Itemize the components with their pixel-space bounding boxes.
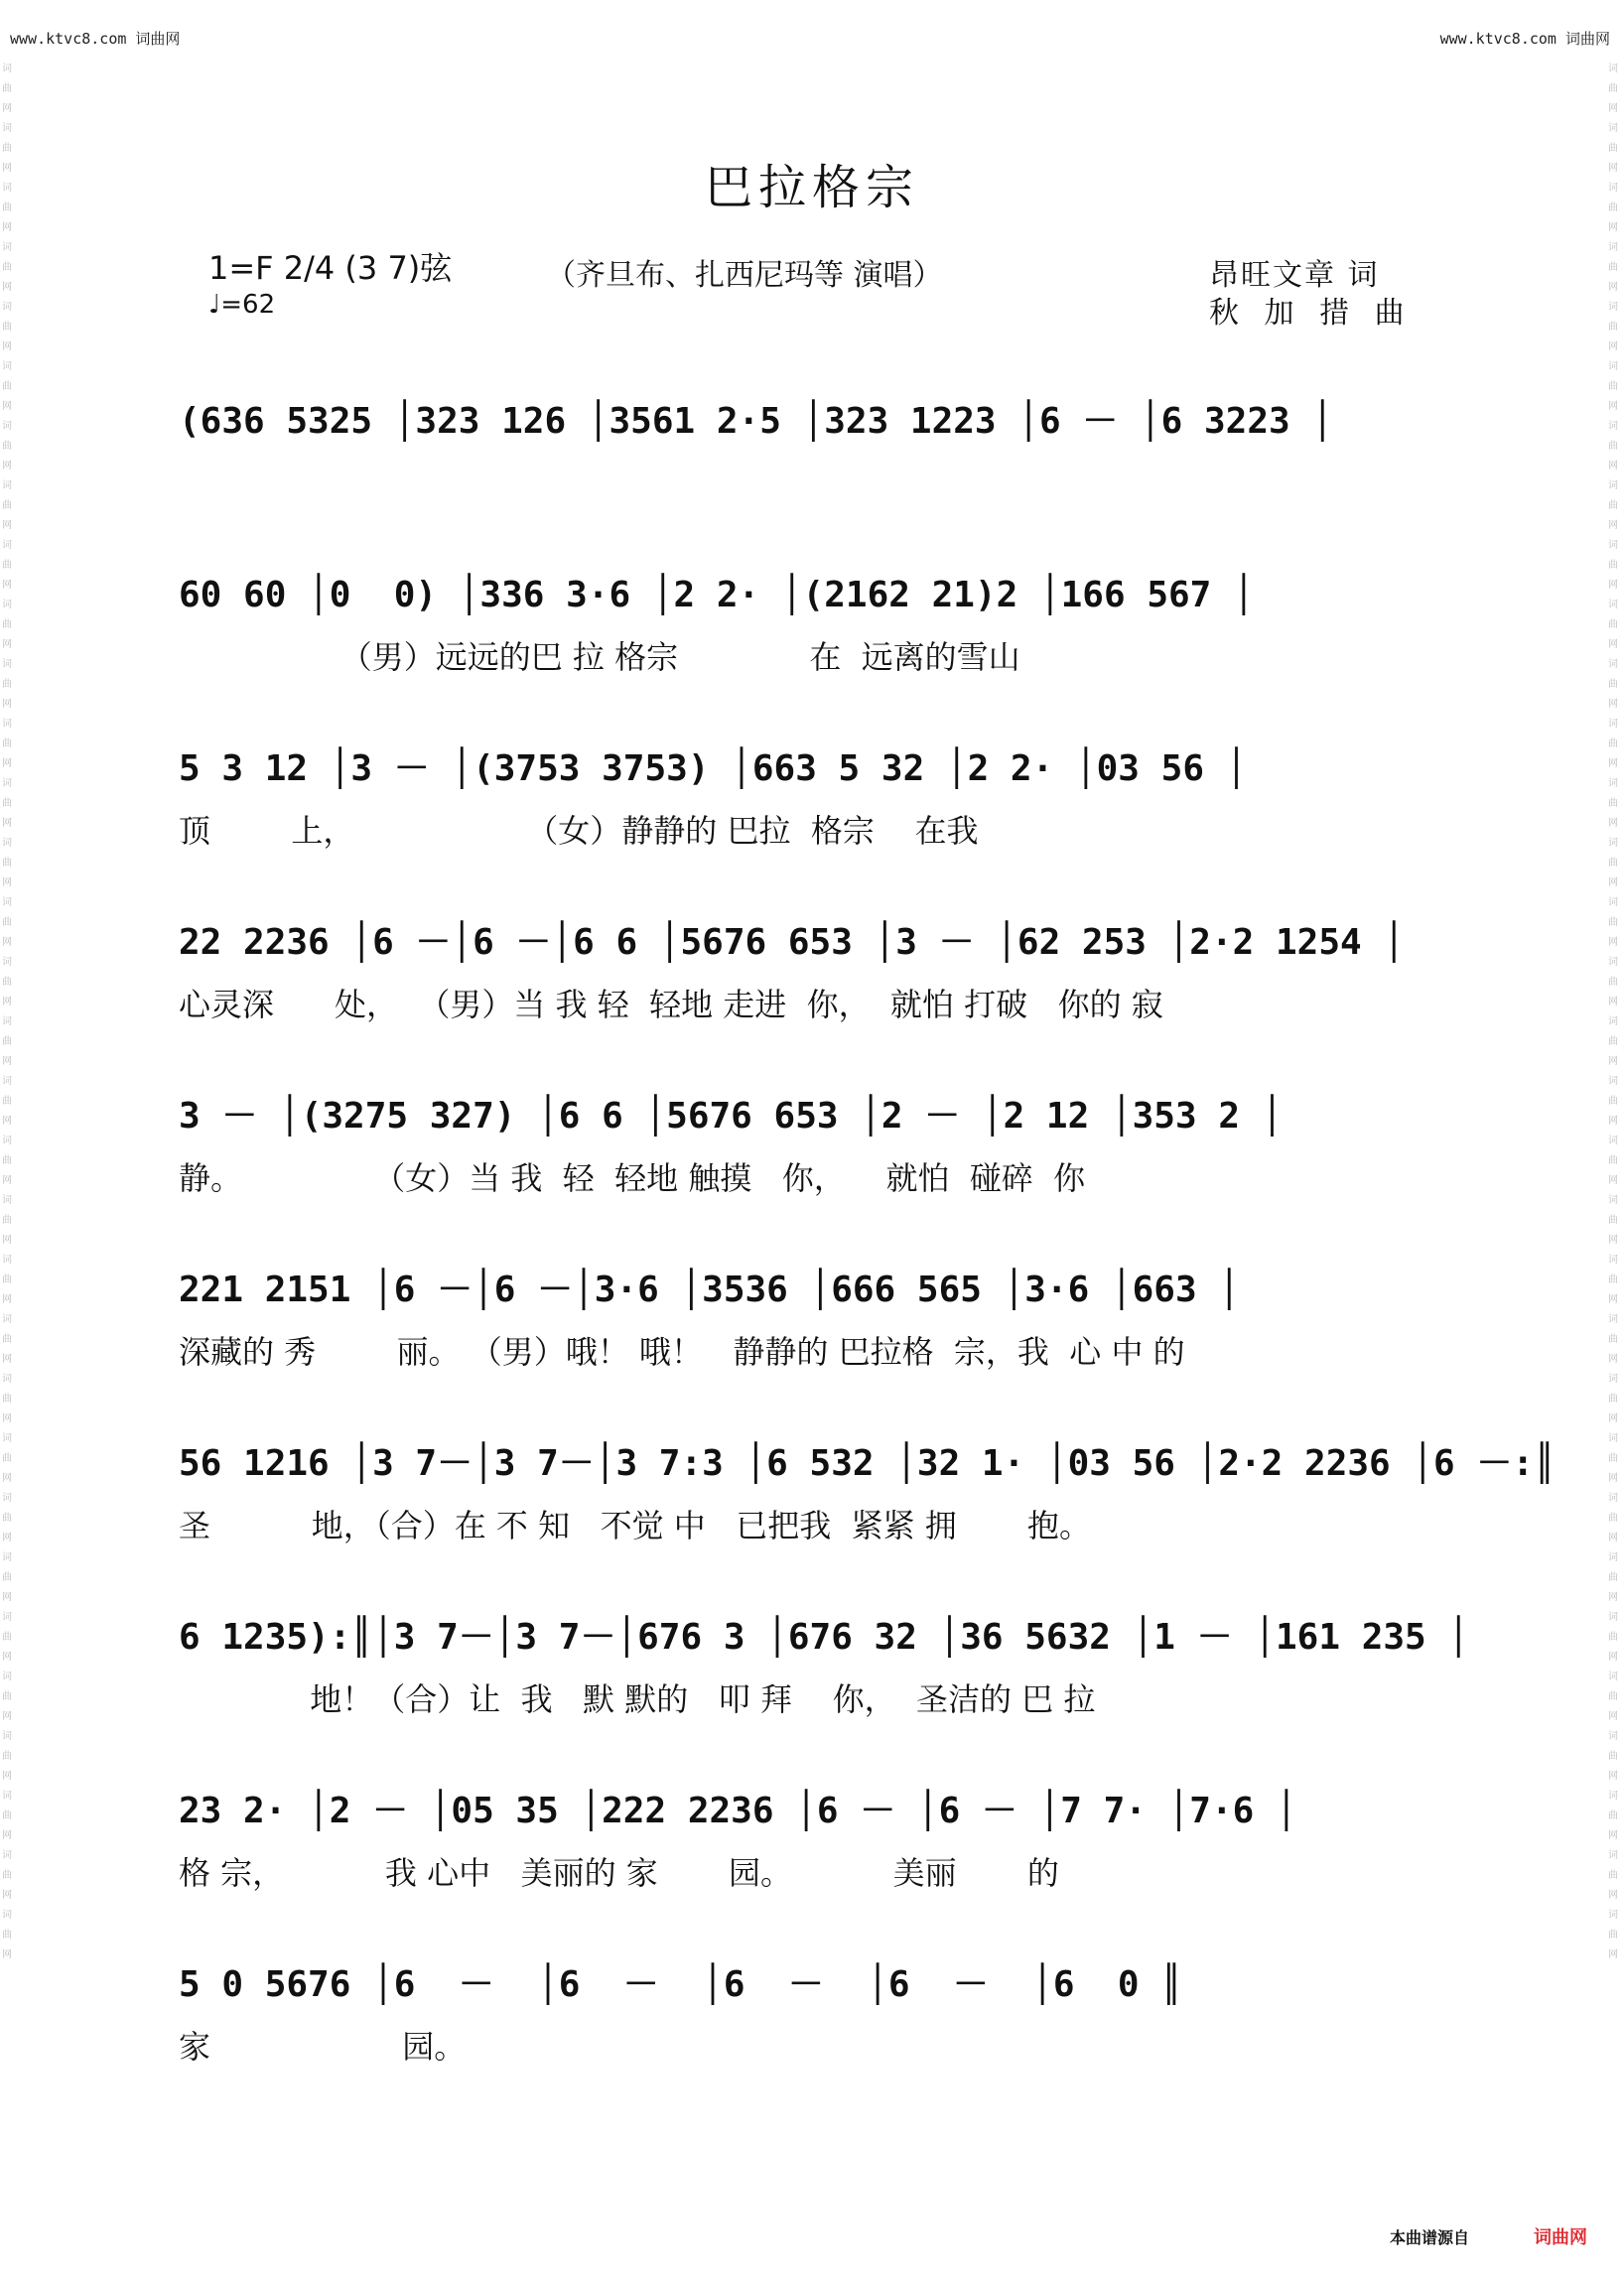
- score-notes: 3 － │(3275 327) │6 6 │5676 653 │2 － │2 12 │353 2 │: [179, 1096, 1284, 1137]
- lyricist-credit: 昂旺文章 词: [1209, 258, 1380, 293]
- score-notes: 56 1216 │3 7－│3 7－│3 7:3 │6 532 │32 1· │03 56 │2·2 2236 │6 －:║: [179, 1443, 1556, 1484]
- score-lyrics: 心灵深 处， （男）当 我 轻 轻地 走进 你， 就怕 打破 你的 寂: [179, 986, 1163, 1023]
- tempo-marking: ♩=62: [208, 290, 276, 320]
- score-lyrics: 格 宗， 我 心中 美丽的 家 园。 美丽 的: [179, 1854, 1059, 1892]
- score-lyrics: [179, 462, 1459, 505]
- score-lyrics: （男）远远的巴 拉 格宗 在 远离的雪山: [179, 638, 1020, 676]
- score-lyrics: 圣 地，（合）在 不 知 不觉 中 已把我 紧紧 拥 抱。: [179, 1507, 1091, 1544]
- performers: （齐旦布、扎西尼玛等 演唱）: [546, 258, 943, 293]
- side-watermark-left: 词曲网 词曲网 词曲网 词曲网 词曲网 词曲网 词曲网 词曲网 词曲网 词曲网 词曲网 词曲网 词曲网 词曲网 词曲网 词曲网 词曲网 词曲网 词曲网 词曲网 词曲网 词曲网 词曲网 词曲网 词曲网 词曲网 词曲网 词曲网 词曲网 词曲网 词曲网 词曲网: [2, 64, 12, 1960]
- score-notes: 23 2· │2 － │05 35 │222 2236 │6 － │6 － │7 7· │7·6 │: [179, 1791, 1297, 1831]
- footer-brand: 词曲网: [1534, 2227, 1587, 2248]
- score-lyrics: 顶 上， （女）静静的 巴拉 格宗 在我: [179, 812, 979, 850]
- score-notes: 6 1235):║│3 7－│3 7－│676 3 │676 32 │36 5632 │1 － │161 235 │: [179, 1617, 1470, 1658]
- score-notes: 221 2151 │6 －│6 －│3·6 │3536 │666 565 │3·6 │663 │: [179, 1270, 1240, 1310]
- score-lyrics: 家 园。: [179, 2028, 467, 2066]
- score-row: [179, 1782, 1459, 1892]
- score-row: [179, 913, 1459, 1023]
- score-row: [179, 1608, 1470, 1718]
- score-notes: 5 3 12 │3 － │(3753 3753) │663 5 32 │2 2· │03 56 │: [179, 748, 1248, 789]
- score-row: [179, 1434, 1556, 1544]
- score-lyrics: 地！（合）让 我 默 默的 叩 拜 你， 圣洁的 巴 拉: [179, 1680, 1096, 1718]
- site-watermark-right: www.ktvc8.com 词曲网: [1439, 30, 1610, 48]
- score-row: [179, 1261, 1459, 1371]
- score-row: [179, 392, 1459, 491]
- side-watermark-right: 词曲网 词曲网 词曲网 词曲网 词曲网 词曲网 词曲网 词曲网 词曲网 词曲网 词曲网 词曲网 词曲网 词曲网 词曲网 词曲网 词曲网 词曲网 词曲网 词曲网 词曲网 词曲网 词曲网 词曲网 词曲网 词曲网 词曲网 词曲网 词曲网 词曲网 词曲网 词曲网: [1608, 64, 1618, 1960]
- score-notes: (636 5325 │323 126 │3561 2·5 │323 1223 │6 － │6 3223 │: [179, 401, 1334, 442]
- score-row: [179, 739, 1459, 850]
- composer-credit: 秋 加 措 曲: [1209, 296, 1413, 331]
- score-row: [179, 566, 1459, 676]
- score-lyrics: 深藏的 秀 丽。 （男）哦！ 哦！ 静静的 巴拉格 宗，我 心 中 的: [179, 1333, 1185, 1371]
- score-notes: 5 0 5676 │6 － │6 － │6 － │6 － │6 0 ║: [179, 1964, 1182, 2005]
- score-row: [179, 1955, 1459, 2066]
- key-signature: 1=F 2/4 (3 7)弦: [208, 249, 453, 287]
- score-lyrics: 静。 （女）当 我 轻 轻地 触摸 你， 就怕 碰碎 你: [179, 1159, 1086, 1197]
- score-row: [179, 1087, 1459, 1197]
- site-watermark-left: www.ktvc8.com 词曲网: [10, 30, 181, 48]
- footer-source-label: 本曲谱源自: [1390, 2228, 1470, 2247]
- score-notes: 60 60 │0 0) │336 3·6 │2 2· │(2162 21)2 │166 567 │: [179, 575, 1255, 615]
- score-notes: 22 2236 │6 －│6 －│6 6 │5676 653 │3 － │62 253 │2·2 1254 │: [179, 922, 1406, 963]
- song-title: 巴拉格宗: [704, 160, 919, 215]
